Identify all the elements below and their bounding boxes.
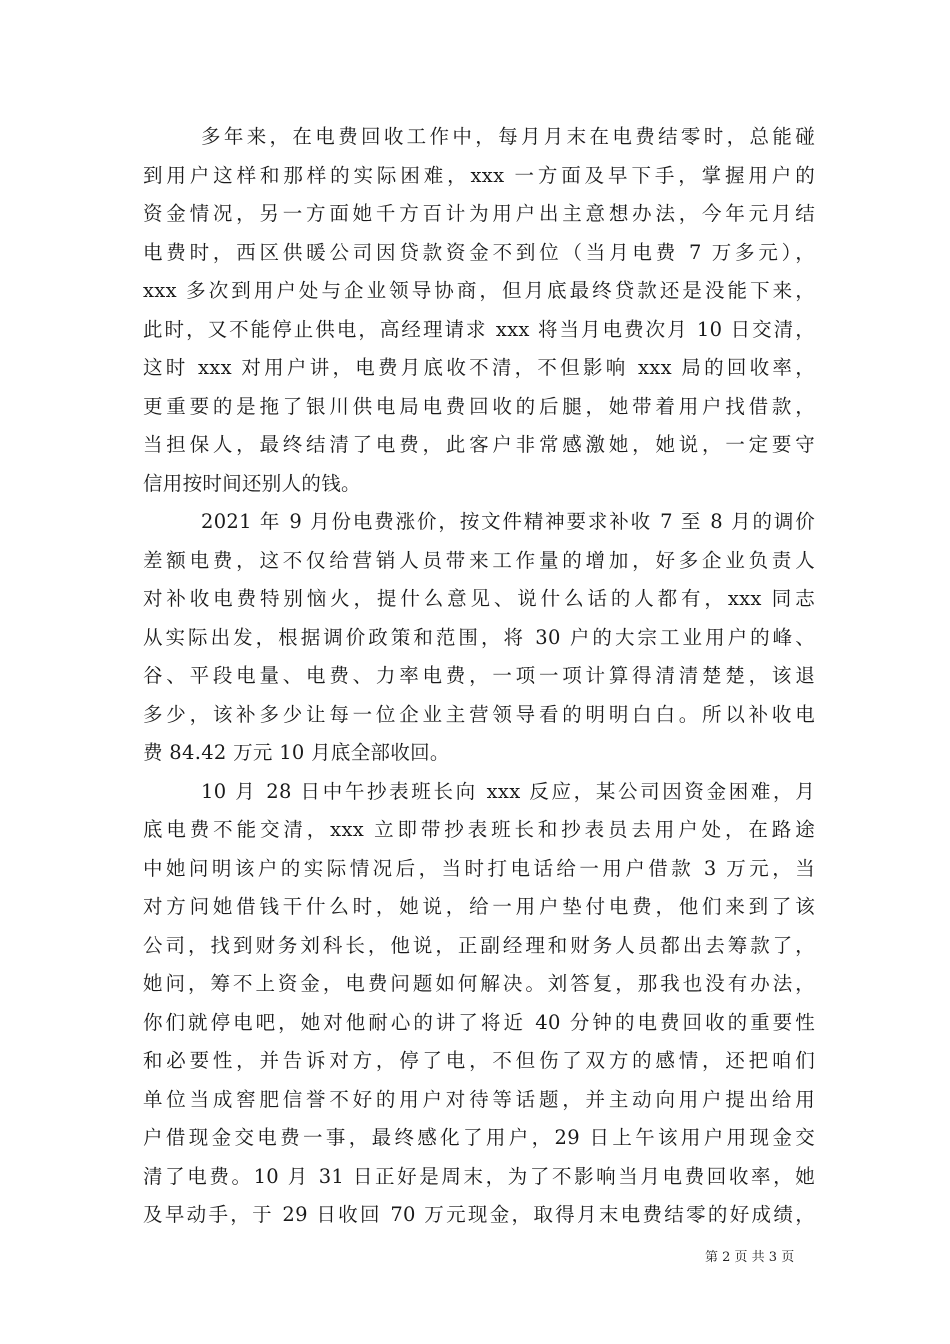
text-line: 到用户这样和那样的实际困难，xxx 一方面及早下手，掌握用户的: [143, 163, 815, 187]
text-line: 她问，筹不上资金，电费问题如何解决。刘答复，那我也没有办法，: [143, 972, 815, 995]
text-line: 多少，该补多少让每一位企业主营领导看的明明白白。所以补收电: [143, 702, 815, 726]
text-line: 中她问明该户的实际情况后，当时打电话给一用户借款 3 万元，当: [143, 856, 815, 880]
text-line: 公司，找到财务刘科长，他说，正副经理和财务人员都出去筹款了，: [143, 933, 815, 957]
text-line: 10 月 28 日中午抄表班长向 xxx 反应，某公司因资金困难，月: [201, 779, 815, 803]
text-line: 费 84.42 万元 10 月底全部收回。: [143, 741, 450, 764]
text-line: 这时 xxx 对用户讲，电费月底收不清，不但影响 xxx 局的回收率，: [143, 356, 815, 379]
paragraph-1: [143, 118, 815, 503]
text-line: 及早动手，于 29 日收回 70 万元现金，取得月末电费结零的好成绩，: [143, 1203, 815, 1226]
text-line: 对方问她借钱干什么时，她说，给一用户垫付电费，他们来到了该: [143, 895, 815, 918]
text-line: 户借现金交电费一事，最终感化了用户，29 日上午该用户用现金交: [143, 1126, 815, 1149]
text-line: 差额电费，这不仅给营销人员带来工作量的增加，好多企业负责人: [143, 548, 815, 572]
text-line: 和必要性，并告诉对方，停了电，不但伤了双方的感情，还把咱们: [143, 1049, 815, 1072]
document-body: [143, 118, 815, 1235]
page-number-footer: 第 2 页 共 3 页: [705, 1250, 795, 1265]
text-line: 你们就停电吧，她对他耐心的讲了将近 40 分钟的电费回收的重要性: [143, 1010, 815, 1034]
text-line: 底电费不能交清，xxx 立即带抄表班长和抄表员去用户处，在路途: [143, 818, 815, 841]
text-line: 此时，又不能停止供电，高经理请求 xxx 将当月电费次月 10 日交清，: [143, 317, 815, 341]
text-line: 对补收电费特别恼火，提什么意见、说什么话的人都有，xxx 同志: [143, 587, 815, 610]
text-line: 电费时，西区供暖公司因贷款资金不到位（当月电费 7 万多元），: [143, 240, 815, 264]
paragraph-3: [143, 773, 815, 1235]
text-line: 资金情况，另一方面她千方百计为用户出主意想办法，今年元月结: [143, 202, 815, 225]
text-line: 更重要的是拖了银川供电局电费回收的后腿，她带着用户找借款，: [143, 394, 815, 418]
text-line: xxx 多次到用户处与企业领导协商，但月底最终贷款还是没能下来，: [143, 279, 815, 302]
text-line: 信用按时间还别人的钱。: [143, 471, 361, 495]
text-line: 清了电费。10 月 31 日正好是周末，为了不影响当月电费回收率，她: [143, 1164, 815, 1188]
text-line: 谷、平段电量、电费、力率电费，一项一项计算得清清楚楚，该退: [143, 664, 815, 687]
text-line: 单位当成窖肥信誉不好的用户对待等话题，并主动向用户提出给用: [143, 1087, 815, 1111]
text-line: 从实际出发，根据调价政策和范围，将 30 户的大宗工业用户的峰、: [143, 625, 815, 649]
text-line: 当担保人，最终结清了电费，此客户非常感激她，她说，一定要守: [143, 433, 815, 456]
text-line: 多年来，在电费回收工作中，每月月末在电费结零时，总能碰: [201, 125, 815, 148]
paragraph-2: [143, 503, 815, 773]
text-line: 2021 年 9 月份电费涨价，按文件精神要求补收 7 至 8 月的调价: [201, 510, 815, 533]
